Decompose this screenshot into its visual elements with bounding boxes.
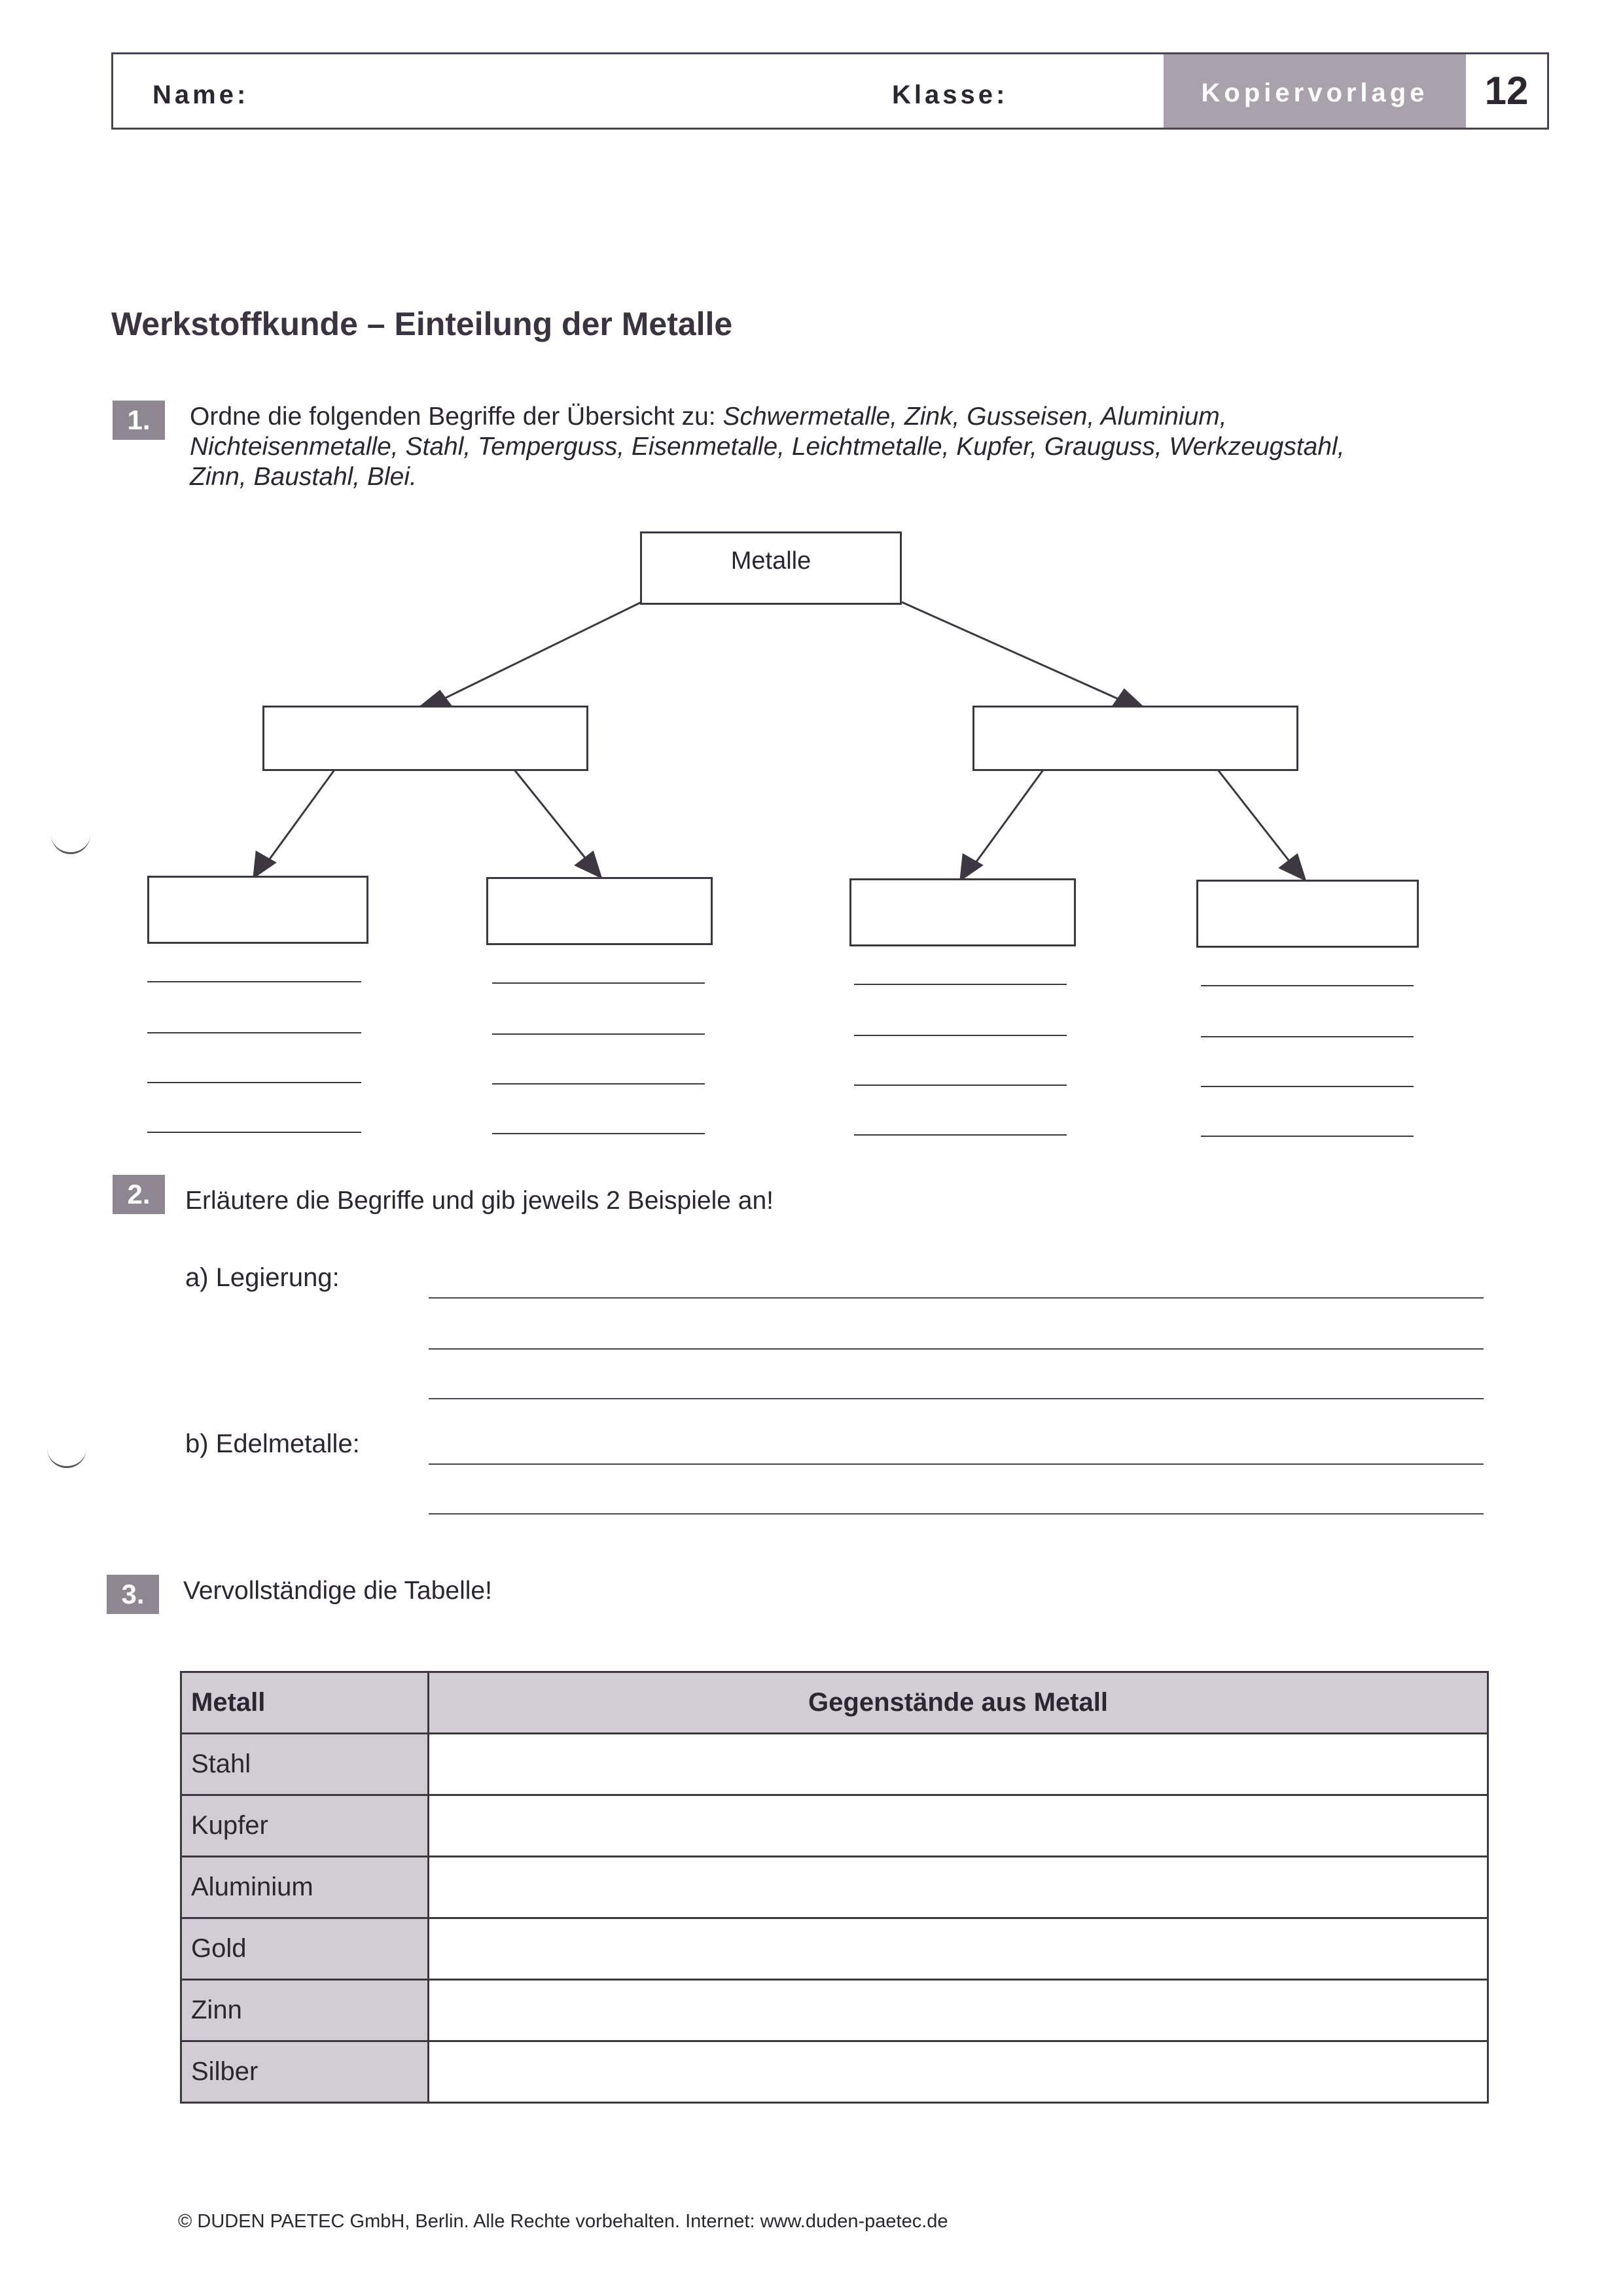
arrow-root-right bbox=[902, 602, 1124, 702]
task1-terms-line1: Schwermetalle, Zink, Gusseisen, Aluminium, bbox=[722, 403, 1227, 431]
legierung-label: a) Legierung: bbox=[185, 1263, 340, 1292]
table-row bbox=[181, 2041, 1488, 2103]
level2-box-1[interactable] bbox=[147, 876, 368, 944]
edelmetalle-answer-line-1[interactable] bbox=[429, 1463, 1484, 1465]
table-row bbox=[181, 1980, 1488, 2041]
edelmetalle-label: b) Edelmetalle: bbox=[185, 1429, 360, 1458]
metal-name-cell: Kupfer bbox=[181, 1795, 429, 1857]
metal-name-cell: Silber bbox=[181, 2041, 429, 2103]
root-node-label: Metalle bbox=[730, 547, 812, 575]
metal-name-cell: Aluminium bbox=[181, 1857, 429, 1918]
arrowhead-left-right bbox=[576, 852, 601, 877]
metals-table bbox=[180, 1671, 1489, 2104]
legierung-answer-line-1[interactable] bbox=[429, 1297, 1484, 1299]
metal-name-cell: Stahl bbox=[181, 1734, 429, 1795]
level1-right-box[interactable] bbox=[972, 706, 1298, 771]
punch-hole-mark bbox=[47, 1440, 86, 1468]
arrow-left-left bbox=[267, 769, 335, 863]
level1-left-box[interactable] bbox=[262, 706, 588, 771]
table-row bbox=[181, 1734, 1488, 1795]
arrow-right-right bbox=[1217, 769, 1293, 865]
task2-instructions: Erläutere die Begriffe und gib jeweils 2 Beispiele an! bbox=[185, 1187, 774, 1215]
name-label: Name: bbox=[152, 81, 249, 109]
task3-number-badge: 3. bbox=[107, 1575, 159, 1614]
objects-answer-cell[interactable] bbox=[429, 1795, 1488, 1857]
objects-answer-cell[interactable] bbox=[429, 2041, 1488, 2103]
metal-name-cell: Zinn bbox=[181, 1980, 429, 2041]
table-row bbox=[181, 1795, 1488, 1857]
class-label: Klasse: bbox=[892, 81, 1008, 109]
arrow-right-left bbox=[974, 769, 1044, 865]
template-label: Kopiervorlage bbox=[1164, 54, 1466, 128]
page-number: 12 bbox=[1484, 69, 1529, 113]
legierung-answer-line-3[interactable] bbox=[429, 1398, 1484, 1399]
arrow-root-left bbox=[435, 602, 641, 703]
copyright-footer: © DUDEN PAETEC GmbH, Berlin. Alle Rechte vorbehalten. Internet: www.duden-paetec.de bbox=[178, 2211, 948, 2232]
table-header-row bbox=[181, 1672, 1488, 1734]
arrowhead-root-left bbox=[420, 691, 452, 707]
legierung-answer-line-2[interactable] bbox=[429, 1348, 1484, 1350]
page-title: Werkstoffkunde – Einteilung der Metalle bbox=[111, 306, 733, 342]
task1-intro: Ordne die folgenden Begriffe der Übersicht zu: bbox=[190, 403, 723, 431]
task1-number-badge: 1. bbox=[113, 401, 165, 440]
level2-box-2[interactable] bbox=[486, 877, 713, 945]
metal-name-cell: Gold bbox=[181, 1918, 429, 1980]
objects-answer-cell[interactable] bbox=[429, 1857, 1488, 1918]
level2-box-3[interactable] bbox=[849, 878, 1076, 946]
objects-answer-cell[interactable] bbox=[429, 1734, 1488, 1795]
objects-answer-cell[interactable] bbox=[429, 1980, 1488, 2041]
task1-terms-line3: Zinn, Baustahl, Blei. bbox=[190, 463, 417, 491]
objects-answer-cell[interactable] bbox=[429, 1918, 1488, 1980]
edelmetalle-answer-line-2[interactable] bbox=[429, 1513, 1484, 1515]
table-row bbox=[181, 1918, 1488, 1980]
column-header-metal: Metall bbox=[181, 1672, 429, 1734]
task1-terms-line2: Nichteisenmetalle, Stahl, Temperguss, Eisenmetalle, Leichtmetalle, Kupfer, Grauguss, Werkzeugstahl, bbox=[190, 433, 1345, 461]
arrow-left-right bbox=[514, 769, 589, 863]
arrowhead-right-right bbox=[1280, 855, 1305, 880]
table-row bbox=[181, 1857, 1488, 1918]
column-header-objects: Gegenstände aus Metall bbox=[429, 1672, 1488, 1734]
task2-number-badge: 2. bbox=[113, 1175, 165, 1214]
task3-instructions: Vervollständige die Tabelle! bbox=[183, 1577, 492, 1605]
level2-box-4[interactable] bbox=[1196, 880, 1419, 948]
